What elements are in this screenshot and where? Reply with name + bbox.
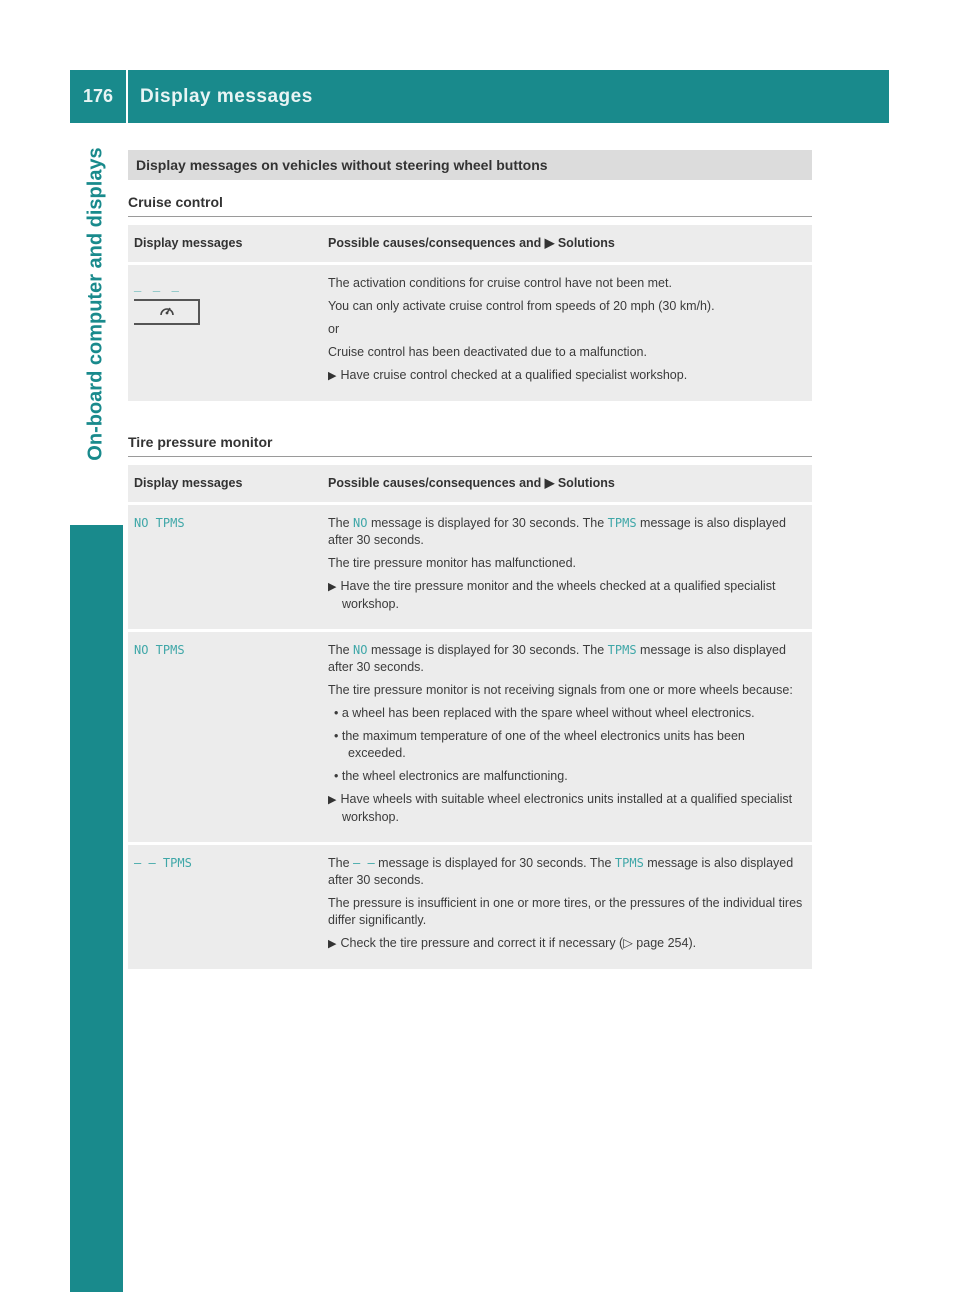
display-cell: [128, 505, 322, 629]
text: message is displayed for 30 seconds. The: [367, 516, 608, 530]
bullet-icon: •: [334, 706, 342, 720]
solution-text: Have cruise control checked at a qualified specialist workshop.: [340, 368, 688, 382]
bullet-icon: •: [334, 769, 342, 783]
display-token: TPMS: [607, 643, 637, 657]
text-line: The tire pressure monitor is not receiving signals from one or more wheels because:: [328, 683, 793, 697]
table-row: [128, 265, 812, 401]
bullet-text: the wheel electronics are malfunctioning.: [341, 769, 568, 783]
table-row: [128, 845, 812, 969]
solution-line: [328, 367, 804, 385]
text: The: [328, 643, 354, 657]
section-banner: Display messages on vehicles without steering wheel buttons: [128, 150, 812, 180]
cruise-table: [128, 222, 812, 404]
cruise-control-icon: [158, 302, 176, 320]
arrow-icon: ▶: [328, 794, 337, 806]
bullet-line: [334, 768, 804, 785]
solution-text: Have the tire pressure monitor and the wheels checked at a qualified specialist workshop.: [340, 579, 776, 611]
bullet-text: the maximum temperature of one of the wheel electronics units has been exceeded.: [341, 729, 745, 760]
col-header-display: Display messages: [128, 225, 322, 262]
col-header-display: Display messages: [128, 465, 322, 502]
table-row: [128, 632, 812, 842]
cruise-dashes: _ _ _: [134, 278, 183, 293]
page-title: Display messages: [140, 85, 313, 107]
display-token: TPMS: [607, 516, 637, 530]
solution-text: Have wheels with suitable wheel electronics units installed at a qualified specialist workshop.: [340, 792, 793, 824]
causes-cell: [322, 845, 812, 969]
display-cell: [128, 632, 322, 842]
cruise-display: [134, 275, 200, 325]
text: message is displayed for 30 seconds. The: [367, 643, 608, 657]
cruise-box: [134, 299, 200, 325]
text-line: You can only activate cruise control from speeds of 20 mph (30 km/h).: [328, 299, 715, 313]
display-cell: [128, 265, 322, 401]
arrow-icon: ▶: [328, 581, 337, 593]
display-token: — —: [353, 856, 375, 870]
display-text: — — TPMS: [134, 856, 192, 870]
content: [128, 150, 812, 972]
col-header-causes: Possible causes/consequences and ▶ Solutions: [322, 225, 812, 262]
table-header-row: [128, 465, 812, 502]
page-header: [70, 70, 889, 123]
col-header-causes: Possible causes/consequences and ▶ Solutions: [322, 465, 812, 502]
causes-cell: [322, 505, 812, 629]
text-line: [328, 642, 804, 676]
tpms-table: [128, 462, 812, 972]
text: message is also displayed after 30 seconds.: [328, 516, 786, 547]
text: message is also displayed after 30 seconds.: [328, 643, 786, 674]
side-label-text: On-board computer and displays: [84, 147, 107, 461]
table-row: [128, 505, 812, 629]
causes-cell: [322, 632, 812, 842]
bullet-text: a wheel has been replaced with the spare wheel without wheel electronics.: [341, 706, 755, 720]
text: The: [328, 856, 354, 870]
text-line: Cruise control has been deactivated due to a malfunction.: [328, 345, 647, 359]
text-line: The tire pressure monitor has malfunctioned.: [328, 556, 577, 570]
page-number: 176: [82, 86, 114, 106]
solution-line: [328, 791, 804, 826]
arrow-icon: ▶: [328, 938, 337, 950]
bullet-line: [334, 705, 804, 722]
arrow-icon: ▶: [328, 370, 337, 382]
bullet-icon: •: [334, 729, 342, 743]
bullet-line: [334, 728, 804, 762]
text-line: [328, 515, 804, 549]
text-line: The activation conditions for cruise control have not been met.: [328, 276, 672, 290]
text-line: The pressure is insufficient in one or more tires, or the pressures of the individual tires differ significantly.: [328, 896, 803, 927]
display-text: NO TPMS: [134, 643, 185, 657]
text-line: [328, 855, 804, 889]
side-tab: [70, 525, 123, 1292]
text: message is displayed for 30 seconds. The: [374, 856, 615, 870]
solution-line: [328, 935, 804, 953]
display-token: NO: [353, 516, 368, 530]
solution-line: [328, 578, 804, 613]
tpms-subhead: Tire pressure monitor: [128, 434, 812, 457]
display-token: NO: [353, 643, 368, 657]
display-token: TPMS: [614, 856, 644, 870]
text: The: [328, 516, 354, 530]
display-text: NO TPMS: [134, 516, 185, 530]
text-line: or: [328, 322, 340, 336]
causes-cell: [322, 265, 812, 401]
table-header-row: [128, 225, 812, 262]
solution-text: Check the tire pressure and correct it if necessary (▷ page 254).: [340, 936, 697, 950]
text: message is also displayed after 30 seconds.: [328, 856, 794, 887]
cruise-subhead: Cruise control: [128, 194, 812, 217]
display-cell: [128, 845, 322, 969]
